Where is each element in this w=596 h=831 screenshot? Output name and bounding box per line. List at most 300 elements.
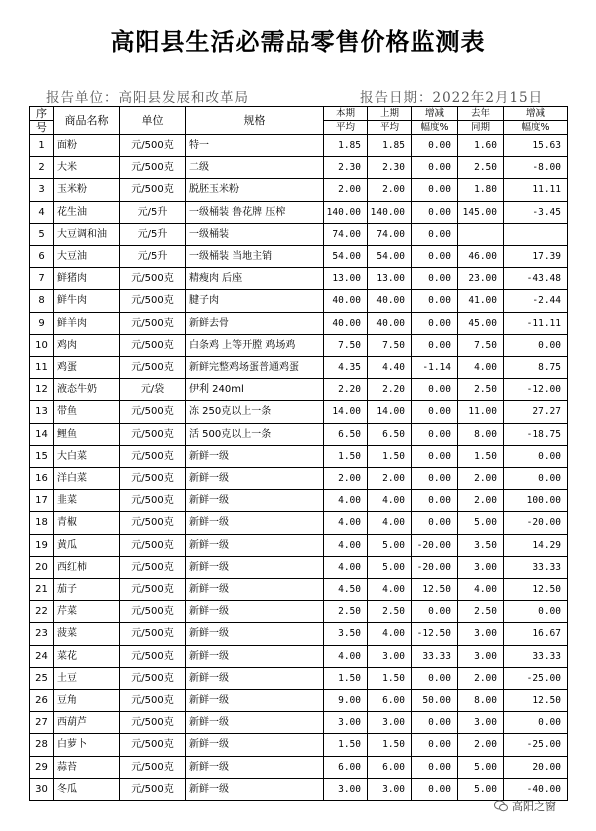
item-unit: 元/500克 (120, 135, 186, 157)
last-year-price: 4.00 (458, 579, 504, 601)
current-avg: 2.00 (324, 468, 368, 490)
current-avg: 3.00 (324, 778, 368, 800)
item-spec: 新鲜一级 (186, 712, 324, 734)
table-row (30, 135, 568, 157)
change-pct: -1.14 (412, 357, 458, 379)
previous-avg: 4.00 (368, 512, 412, 534)
current-avg: 40.00 (324, 312, 368, 334)
yoy-change-pct: -8.00 (504, 157, 568, 179)
change-pct: 0.00 (412, 290, 458, 312)
watermark (494, 798, 556, 814)
change-pct: 0.00 (412, 401, 458, 423)
yoy-change-pct: 0.00 (504, 334, 568, 356)
item-spec: 精瘦肉 后座 (186, 268, 324, 290)
item-spec: 新鲜一级 (186, 756, 324, 778)
last-year-price: 2.50 (458, 379, 504, 401)
yoy-change-pct: -3.45 (504, 201, 568, 223)
item-name: 花生油 (54, 201, 120, 223)
item-unit: 元/500克 (120, 690, 186, 712)
item-name: 蒜苔 (54, 756, 120, 778)
item-spec: 脱胚玉米粉 (186, 179, 324, 201)
item-name: 鸡蛋 (54, 357, 120, 379)
yoy-change-pct: 12.50 (504, 579, 568, 601)
previous-avg: 3.00 (368, 645, 412, 667)
item-unit: 元/500克 (120, 667, 186, 689)
change-pct: 0.00 (412, 778, 458, 800)
row-number: 19 (30, 534, 54, 556)
change-pct: 0.00 (412, 157, 458, 179)
item-spec: 活 500克以上一条 (186, 423, 324, 445)
table-row (30, 579, 568, 601)
current-avg: 2.30 (324, 157, 368, 179)
yoy-change-pct: 33.33 (504, 645, 568, 667)
yoy-change-pct: -2.44 (504, 290, 568, 312)
item-spec: 伊利 240ml (186, 379, 324, 401)
last-year-price: 2.50 (458, 157, 504, 179)
change-pct: -20.00 (412, 556, 458, 578)
current-avg: 140.00 (324, 201, 368, 223)
last-year-price: 7.50 (458, 334, 504, 356)
item-spec: 新鲜一级 (186, 579, 324, 601)
item-unit: 元/500克 (120, 556, 186, 578)
header-last-year-2: 同期 (458, 121, 504, 135)
last-year-price: 3.00 (458, 623, 504, 645)
table-row (30, 334, 568, 356)
table-row (30, 312, 568, 334)
row-number: 3 (30, 179, 54, 201)
item-name: 大豆油 (54, 246, 120, 268)
row-number: 6 (30, 246, 54, 268)
item-unit: 元/500克 (120, 534, 186, 556)
report-unit: 报告单位：高阳县发展和改革局 (46, 90, 249, 106)
yoy-change-pct: -25.00 (504, 667, 568, 689)
item-spec: 新鲜一级 (186, 445, 324, 467)
last-year-price: 46.00 (458, 246, 504, 268)
change-pct: 0.00 (412, 512, 458, 534)
change-pct: 0.00 (412, 734, 458, 756)
item-unit: 元/500克 (120, 712, 186, 734)
current-avg: 6.50 (324, 423, 368, 445)
item-unit: 元/500克 (120, 512, 186, 534)
row-number: 8 (30, 290, 54, 312)
change-pct: 0.00 (412, 756, 458, 778)
change-pct: 0.00 (412, 445, 458, 467)
previous-avg: 40.00 (368, 290, 412, 312)
last-year-price: 5.00 (458, 778, 504, 800)
watermark-text: 高阳之窗 (512, 800, 556, 813)
current-avg: 4.00 (324, 534, 368, 556)
table-row (30, 601, 568, 623)
change-pct: -12.50 (412, 623, 458, 645)
item-name: 西葫芦 (54, 712, 120, 734)
table-row (30, 179, 568, 201)
item-spec: 一级桶装 当地主销 (186, 246, 324, 268)
previous-avg: 5.00 (368, 556, 412, 578)
yoy-change-pct: 16.67 (504, 623, 568, 645)
current-avg: 2.20 (324, 379, 368, 401)
last-year-price: 2.00 (458, 490, 504, 512)
item-spec: 新鲜一级 (186, 556, 324, 578)
last-year-price: 2.50 (458, 601, 504, 623)
yoy-change-pct (504, 223, 568, 245)
current-avg: 9.00 (324, 690, 368, 712)
previous-avg: 4.00 (368, 490, 412, 512)
last-year-price: 3.00 (458, 556, 504, 578)
previous-avg: 2.30 (368, 157, 412, 179)
item-name: 面粉 (54, 135, 120, 157)
table-row (30, 534, 568, 556)
last-year-price: 145.00 (458, 201, 504, 223)
current-avg: 4.00 (324, 512, 368, 534)
item-spec: 白条鸡 上等开膛 鸡场鸡 (186, 334, 324, 356)
yoy-change-pct: 11.11 (504, 179, 568, 201)
last-year-price: 5.00 (458, 512, 504, 534)
item-unit: 元/500克 (120, 445, 186, 467)
price-table (29, 106, 568, 801)
previous-avg: 6.00 (368, 756, 412, 778)
change-pct: 0.00 (412, 468, 458, 490)
item-name: 鲜猪肉 (54, 268, 120, 290)
current-avg: 14.00 (324, 401, 368, 423)
row-number: 15 (30, 445, 54, 467)
yoy-change-pct: -20.00 (504, 512, 568, 534)
row-number: 18 (30, 512, 54, 534)
header-change-2: 幅度% (412, 121, 458, 135)
previous-avg: 4.40 (368, 357, 412, 379)
yoy-change-pct: 8.75 (504, 357, 568, 379)
table-body (30, 135, 568, 801)
yoy-change-pct: 0.00 (504, 712, 568, 734)
current-avg: 4.35 (324, 357, 368, 379)
row-number: 1 (30, 135, 54, 157)
last-year-price: 8.00 (458, 690, 504, 712)
current-avg: 74.00 (324, 223, 368, 245)
row-number: 9 (30, 312, 54, 334)
change-pct: 0.00 (412, 490, 458, 512)
yoy-change-pct: 0.00 (504, 445, 568, 467)
header-unit: 单位 (120, 107, 186, 135)
item-name: 白萝卜 (54, 734, 120, 756)
yoy-change-pct: 27.27 (504, 401, 568, 423)
item-unit: 元/500克 (120, 645, 186, 667)
item-unit: 元/500克 (120, 756, 186, 778)
row-number: 13 (30, 401, 54, 423)
previous-avg: 140.00 (368, 201, 412, 223)
row-number: 14 (30, 423, 54, 445)
change-pct: 0.00 (412, 379, 458, 401)
item-unit: 元/5升 (120, 223, 186, 245)
row-number: 10 (30, 334, 54, 356)
change-pct: 0.00 (412, 268, 458, 290)
item-spec: 新鲜一级 (186, 734, 324, 756)
yoy-change-pct: -12.00 (504, 379, 568, 401)
previous-avg: 3.00 (368, 778, 412, 800)
yoy-change-pct: -25.00 (504, 734, 568, 756)
current-avg: 7.50 (324, 334, 368, 356)
previous-avg: 74.00 (368, 223, 412, 245)
table-row (30, 468, 568, 490)
header-yoy-1: 增减 (504, 107, 568, 121)
item-spec: 一级桶装 (186, 223, 324, 245)
last-year-price: 1.60 (458, 135, 504, 157)
table-row (30, 667, 568, 689)
previous-avg: 4.00 (368, 579, 412, 601)
item-unit: 元/500克 (120, 290, 186, 312)
table-row (30, 201, 568, 223)
table-row (30, 756, 568, 778)
header-current-2: 平均 (324, 121, 368, 135)
header-yoy-2: 幅度% (504, 121, 568, 135)
row-number: 23 (30, 623, 54, 645)
page-title: 高阳县生活必需品零售价格监测表 (110, 28, 486, 56)
table-row (30, 246, 568, 268)
current-avg: 4.00 (324, 556, 368, 578)
item-name: 带鱼 (54, 401, 120, 423)
report-date: 报告日期：2022年2月15日 (360, 90, 544, 106)
current-avg: 54.00 (324, 246, 368, 268)
header-current-1: 本期 (324, 107, 368, 121)
row-number: 30 (30, 778, 54, 800)
table-row (30, 712, 568, 734)
header-last-year-1: 去年 (458, 107, 504, 121)
item-name: 豆角 (54, 690, 120, 712)
item-name: 液态牛奶 (54, 379, 120, 401)
yoy-change-pct: -43.48 (504, 268, 568, 290)
header-previous-2: 平均 (368, 121, 412, 135)
item-unit: 元/500克 (120, 268, 186, 290)
header-seq-2: 号 (30, 121, 54, 135)
row-number: 27 (30, 712, 54, 734)
yoy-change-pct: 0.00 (504, 601, 568, 623)
item-unit: 元/500克 (120, 490, 186, 512)
change-pct: 0.00 (412, 601, 458, 623)
wechat-icon (494, 800, 508, 812)
item-unit: 元/500克 (120, 601, 186, 623)
table-row (30, 268, 568, 290)
item-spec: 新鲜一级 (186, 601, 324, 623)
item-unit: 元/500克 (120, 179, 186, 201)
yoy-change-pct: -40.00 (504, 778, 568, 800)
current-avg: 4.00 (324, 645, 368, 667)
item-spec: 二级 (186, 157, 324, 179)
table-row (30, 645, 568, 667)
item-spec: 新鲜一级 (186, 490, 324, 512)
current-avg: 6.00 (324, 756, 368, 778)
item-spec: 一级桶装 鲁花牌 压榨 (186, 201, 324, 223)
change-pct: 12.50 (412, 579, 458, 601)
last-year-price: 2.00 (458, 468, 504, 490)
change-pct: 0.00 (412, 135, 458, 157)
change-pct: 0.00 (412, 667, 458, 689)
item-unit: 元/5升 (120, 246, 186, 268)
header-previous-1: 上期 (368, 107, 412, 121)
item-spec: 新鲜一级 (186, 778, 324, 800)
change-pct: 0.00 (412, 246, 458, 268)
previous-avg: 1.50 (368, 667, 412, 689)
previous-avg: 2.00 (368, 179, 412, 201)
item-name: 大米 (54, 157, 120, 179)
table-row (30, 357, 568, 379)
item-name: 韭菜 (54, 490, 120, 512)
last-year-price: 23.00 (458, 268, 504, 290)
current-avg: 4.50 (324, 579, 368, 601)
item-name: 鲤鱼 (54, 423, 120, 445)
item-unit: 元/500克 (120, 778, 186, 800)
change-pct: 0.00 (412, 179, 458, 201)
item-unit: 元/500克 (120, 579, 186, 601)
table-row (30, 401, 568, 423)
current-avg: 2.50 (324, 601, 368, 623)
item-unit: 元/500克 (120, 357, 186, 379)
last-year-price: 3.00 (458, 712, 504, 734)
row-number: 28 (30, 734, 54, 756)
table-row (30, 490, 568, 512)
previous-avg: 7.50 (368, 334, 412, 356)
table-row (30, 512, 568, 534)
yoy-change-pct: 12.50 (504, 690, 568, 712)
yoy-change-pct: 100.00 (504, 490, 568, 512)
change-pct: 50.00 (412, 690, 458, 712)
last-year-price: 5.00 (458, 756, 504, 778)
row-number: 24 (30, 645, 54, 667)
item-name: 洋白菜 (54, 468, 120, 490)
last-year-price: 1.80 (458, 179, 504, 201)
item-unit: 元/500克 (120, 157, 186, 179)
item-spec: 新鲜一级 (186, 667, 324, 689)
item-name: 冬瓜 (54, 778, 120, 800)
item-spec: 新鲜完整鸡场蛋普通鸡蛋 (186, 357, 324, 379)
current-avg: 1.50 (324, 445, 368, 467)
table-row (30, 556, 568, 578)
change-pct: 0.00 (412, 712, 458, 734)
row-number: 2 (30, 157, 54, 179)
item-spec: 新鲜一级 (186, 534, 324, 556)
header-change-1: 增减 (412, 107, 458, 121)
last-year-price: 11.00 (458, 401, 504, 423)
item-name: 菜花 (54, 645, 120, 667)
previous-avg: 3.00 (368, 712, 412, 734)
current-avg: 40.00 (324, 290, 368, 312)
row-number: 4 (30, 201, 54, 223)
table-row (30, 778, 568, 800)
last-year-price: 1.50 (458, 445, 504, 467)
last-year-price: 2.00 (458, 667, 504, 689)
item-unit: 元/500克 (120, 623, 186, 645)
yoy-change-pct: 17.39 (504, 246, 568, 268)
yoy-change-pct: 33.33 (504, 556, 568, 578)
item-name: 茄子 (54, 579, 120, 601)
item-spec: 新鲜一级 (186, 623, 324, 645)
previous-avg: 1.85 (368, 135, 412, 157)
current-avg: 1.50 (324, 667, 368, 689)
item-name: 黄瓜 (54, 534, 120, 556)
yoy-change-pct: 15.63 (504, 135, 568, 157)
last-year-price: 45.00 (458, 312, 504, 334)
table-row (30, 423, 568, 445)
previous-avg: 14.00 (368, 401, 412, 423)
item-spec: 新鲜一级 (186, 645, 324, 667)
header-name: 商品名称 (54, 107, 120, 135)
row-number: 26 (30, 690, 54, 712)
item-unit: 元/500克 (120, 734, 186, 756)
row-number: 12 (30, 379, 54, 401)
change-pct: 33.33 (412, 645, 458, 667)
table-row (30, 690, 568, 712)
item-unit: 元/5升 (120, 201, 186, 223)
item-name: 菠菜 (54, 623, 120, 645)
table-row (30, 445, 568, 467)
table-row (30, 623, 568, 645)
table-row (30, 223, 568, 245)
item-spec: 腱子肉 (186, 290, 324, 312)
previous-avg: 13.00 (368, 268, 412, 290)
item-unit: 元/500克 (120, 334, 186, 356)
current-avg: 13.00 (324, 268, 368, 290)
last-year-price: 2.00 (458, 734, 504, 756)
last-year-price: 41.00 (458, 290, 504, 312)
last-year-price: 8.00 (458, 423, 504, 445)
item-unit: 元/500克 (120, 401, 186, 423)
previous-avg: 5.00 (368, 534, 412, 556)
item-unit: 元/500克 (120, 312, 186, 334)
table-row (30, 734, 568, 756)
item-name: 玉米粉 (54, 179, 120, 201)
row-number: 25 (30, 667, 54, 689)
header-seq-1: 序 (30, 107, 54, 121)
item-spec: 新鲜去骨 (186, 312, 324, 334)
yoy-change-pct: 14.29 (504, 534, 568, 556)
last-year-price (458, 223, 504, 245)
current-avg: 3.50 (324, 623, 368, 645)
item-unit: 元/500克 (120, 468, 186, 490)
item-spec: 新鲜一级 (186, 512, 324, 534)
row-number: 11 (30, 357, 54, 379)
item-name: 大白菜 (54, 445, 120, 467)
previous-avg: 2.20 (368, 379, 412, 401)
item-name: 西红柿 (54, 556, 120, 578)
row-number: 5 (30, 223, 54, 245)
item-name: 芹菜 (54, 601, 120, 623)
previous-avg: 6.00 (368, 690, 412, 712)
item-spec: 特一 (186, 135, 324, 157)
change-pct: 0.00 (412, 423, 458, 445)
current-avg: 2.00 (324, 179, 368, 201)
item-unit: 元/500克 (120, 423, 186, 445)
row-number: 20 (30, 556, 54, 578)
yoy-change-pct: 0.00 (504, 468, 568, 490)
change-pct: 0.00 (412, 223, 458, 245)
row-number: 17 (30, 490, 54, 512)
header-spec: 规格 (186, 107, 324, 135)
yoy-change-pct: -11.11 (504, 312, 568, 334)
item-name: 鲜羊肉 (54, 312, 120, 334)
previous-avg: 4.00 (368, 623, 412, 645)
previous-avg: 2.00 (368, 468, 412, 490)
last-year-price: 3.00 (458, 645, 504, 667)
row-number: 21 (30, 579, 54, 601)
item-name: 鲜牛肉 (54, 290, 120, 312)
current-avg: 1.50 (324, 734, 368, 756)
previous-avg: 54.00 (368, 246, 412, 268)
row-number: 29 (30, 756, 54, 778)
change-pct: -20.00 (412, 534, 458, 556)
previous-avg: 6.50 (368, 423, 412, 445)
last-year-price: 4.00 (458, 357, 504, 379)
last-year-price: 3.50 (458, 534, 504, 556)
yoy-change-pct: -18.75 (504, 423, 568, 445)
row-number: 16 (30, 468, 54, 490)
yoy-change-pct: 20.00 (504, 756, 568, 778)
